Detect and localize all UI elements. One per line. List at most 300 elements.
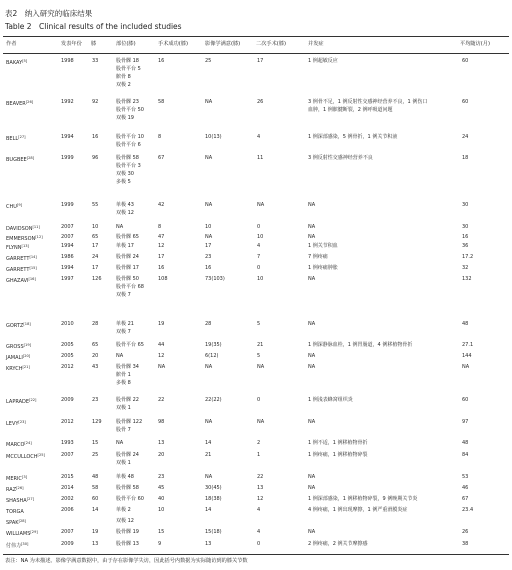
complication-line: NA (308, 321, 316, 327)
knees-cell: 13 (92, 541, 99, 547)
site-line: 单极 2 (116, 507, 131, 513)
knees-cell: 28 (92, 321, 99, 327)
site-line: 单极 48 (116, 474, 134, 480)
site-line: 股骨髁 13 (116, 541, 139, 547)
author-cell (6, 155, 34, 164)
complication-line: 1 例深部感染，5 例骨折，1 例关节积液 (308, 134, 398, 140)
complication-line: NA (308, 474, 316, 480)
site-line: 髌骨 1 (116, 372, 131, 378)
author-cell (6, 265, 37, 274)
site-line: 股骨髁 50 (116, 276, 139, 282)
site-line: 多极 8 (116, 380, 131, 386)
reoperation-cell: 7 (257, 254, 261, 260)
author-cell (6, 342, 31, 351)
site-line: 股骨平台 68 (116, 284, 144, 290)
site-line: 双极 19 (116, 115, 134, 121)
imaging-cell: 15(18) (205, 529, 222, 535)
reference-mark: [23] (18, 420, 26, 424)
site-line: NA (116, 353, 124, 359)
reoperation-cell: 12 (257, 496, 264, 502)
author-name: GARRETT (6, 256, 30, 262)
imaging-cell: NA (205, 234, 213, 240)
reoperation-cell: 0 (257, 397, 261, 403)
reference-mark: [16] (28, 277, 36, 281)
reference-mark: [24] (24, 441, 32, 445)
author-cell (6, 541, 28, 550)
reference-mark: [11] (32, 225, 40, 229)
complication-line: 1 例不适，1 例移植物骨折 (308, 440, 368, 446)
knees-cell: 65 (92, 342, 99, 348)
success-cell: 13 (158, 440, 165, 446)
author-name: MCCULLOCH (6, 454, 38, 460)
site-line: 双极 1 (116, 460, 131, 466)
year-cell: 2006 (61, 507, 74, 513)
followup-cell: 38 (462, 541, 469, 547)
header-sites: 部位(膝) (116, 41, 136, 47)
header-followup: 平均随访(月) (460, 41, 490, 47)
reference-mark: [20] (22, 354, 31, 358)
knees-cell: 43 (92, 364, 99, 370)
year-cell: 2005 (61, 342, 74, 348)
success-cell: 12 (158, 353, 165, 359)
reference-mark: [25] (37, 453, 45, 457)
followup-cell: 48 (462, 440, 469, 446)
success-cell: 17 (158, 254, 165, 260)
complication-line: 1 例疼痛，1 例移植物碎裂 (308, 452, 368, 458)
followup-cell: NA (462, 364, 470, 370)
year-cell: 1999 (61, 155, 74, 161)
author-cell (6, 243, 29, 252)
reference-mark: [19] (23, 343, 32, 347)
complication-line: 1 例关节积血 (308, 243, 338, 249)
author-cell (6, 224, 40, 233)
year-cell: 1998 (61, 58, 74, 64)
knees-cell: 126 (92, 276, 102, 282)
success-cell: 8 (158, 134, 162, 140)
reoperation-cell: 10 (257, 276, 264, 282)
reoperation-cell: 4 (257, 507, 261, 513)
author-cell (6, 397, 36, 406)
imaging-cell: 17 (205, 243, 212, 249)
complication-line: 1 例深静脉血栓，1 例胃肠道，4 例移植物骨折 (308, 342, 413, 348)
followup-cell: 97 (462, 419, 469, 425)
author-cell (6, 419, 26, 428)
author-cell (6, 58, 27, 67)
site-line: 股骨髁 58 (116, 485, 139, 491)
author-cell (6, 496, 34, 505)
complication-line: NA (308, 276, 316, 282)
reference-mark: [22] (29, 398, 37, 402)
author-name: 付伟力 (6, 543, 22, 549)
author-cell (6, 440, 32, 449)
author-name: LAPRADE (6, 399, 30, 405)
imaging-cell: 6(12) (205, 353, 219, 359)
author-cell (6, 321, 31, 330)
complication-line: NA (308, 353, 316, 359)
followup-cell: 23.4 (462, 507, 474, 513)
reference-mark: [27] (18, 135, 26, 139)
reference-mark: [26] (25, 100, 34, 104)
reference-mark: [21] (22, 365, 30, 369)
complication-line: NA (308, 364, 316, 370)
followup-cell: 84 (462, 452, 469, 458)
reference-mark: [26] (16, 486, 24, 490)
reoperation-cell: 0 (257, 224, 261, 230)
header-year: 发表年份 (61, 41, 82, 47)
year-cell: 1994 (61, 243, 74, 249)
knees-cell: 48 (92, 474, 99, 480)
followup-cell: 36 (462, 243, 469, 249)
success-cell: 16 (158, 265, 165, 271)
site-line: 股骨平台 10 (116, 134, 144, 140)
imaging-cell: 22(22) (205, 397, 222, 403)
author-name: CHU (6, 204, 17, 210)
reoperation-cell: 10 (257, 234, 264, 240)
complication-line: NA (308, 529, 316, 535)
author-name: MARCO (6, 442, 25, 448)
reoperation-cell: 22 (257, 474, 264, 480)
knees-cell: 25 (92, 452, 99, 458)
success-cell: NA (158, 364, 166, 370)
header-author: 作者 (6, 41, 17, 47)
year-cell: 2012 (61, 364, 74, 370)
author-name: BEAVER (6, 101, 26, 107)
author-name: BUGBEE (6, 157, 27, 163)
followup-cell: 46 (462, 485, 469, 491)
author-name: WILLIAMS (6, 531, 31, 537)
author-cell (6, 134, 26, 143)
site-line: 单极 43 (116, 202, 134, 208)
author-name: SPAK (6, 520, 19, 526)
success-cell: 9 (158, 541, 162, 547)
reoperation-cell: 26 (257, 99, 264, 105)
imaging-cell: 16 (205, 265, 212, 271)
success-cell: 23 (158, 474, 165, 480)
imaging-cell: 10(13) (205, 134, 222, 140)
success-cell: 20 (158, 452, 165, 458)
site-line: 双极 7 (116, 292, 131, 298)
reference-mark: [15] (29, 266, 37, 270)
complication-line: NA (308, 202, 316, 208)
imaging-cell: 30(45) (205, 485, 222, 491)
site-line: 双极 2 (116, 82, 131, 88)
author-name: BAKAY (6, 60, 23, 66)
knees-cell: 55 (92, 202, 99, 208)
site-line: 股骨 7 (116, 427, 131, 433)
year-cell: 1986 (61, 254, 74, 260)
complication-line: 1 例疼痛肿胀 (308, 265, 338, 271)
imaging-cell: NA (205, 474, 213, 480)
site-line: 股骨平台 6 (116, 142, 141, 148)
complication-line: NA (308, 485, 316, 491)
followup-cell: 132 (462, 276, 472, 282)
knees-cell: 23 (92, 397, 99, 403)
year-cell: 2009 (61, 397, 74, 403)
reference-mark: [28] (26, 156, 35, 160)
year-cell: 1994 (61, 134, 74, 140)
site-line: 双极 7 (116, 329, 131, 335)
table-footnote: 表注：NA 为未描述。影像学满意数据中，由于存在影像学失访，因此括号内数据为实际随访到的膝关节数 (5, 558, 248, 564)
site-line: 股骨髁 23 (116, 99, 139, 105)
reoperation-cell: NA (257, 364, 265, 370)
author-cell (6, 202, 22, 211)
author-name: JAMALI (6, 355, 23, 361)
header-imaging: 影像学满意(膝) (205, 41, 241, 47)
success-cell: 98 (158, 419, 165, 425)
reference-mark: [29] (30, 530, 38, 534)
author-name: GHAZAVI (6, 278, 29, 284)
imaging-cell: NA (205, 419, 213, 425)
site-line: 股骨髁 58 (116, 155, 139, 161)
reoperation-cell: 5 (257, 353, 261, 359)
followup-cell: 16 (462, 234, 469, 240)
knees-cell: 58 (92, 485, 99, 491)
success-cell: 8 (158, 224, 162, 230)
knees-cell: 96 (92, 155, 99, 161)
author-cell (6, 353, 30, 362)
author-name: GARRETT (6, 267, 30, 273)
imaging-cell: 73(103) (205, 276, 225, 282)
author-name: FLYNN (6, 245, 22, 251)
reference-mark: [9] (16, 203, 23, 207)
author-name: EMMERSON (6, 236, 36, 242)
year-cell: 2002 (61, 496, 74, 502)
reference-mark: [12] (35, 235, 43, 239)
imaging-cell: 21 (205, 452, 212, 458)
complication-line: 1 例浅表蜂窝组织炎 (308, 397, 353, 403)
author-name: GROSS (6, 344, 24, 350)
followup-cell: 30 (462, 202, 469, 208)
imaging-cell: 13 (205, 541, 212, 547)
author-name: KRYCH (6, 366, 23, 372)
reoperation-cell: 21 (257, 342, 264, 348)
author-name: MERIC (6, 476, 22, 482)
success-cell: 19 (158, 321, 165, 327)
year-cell: 1999 (61, 202, 74, 208)
imaging-cell: 10 (205, 224, 212, 230)
success-cell: 45 (158, 485, 165, 491)
author-cell (6, 507, 24, 516)
year-cell: 2009 (61, 541, 74, 547)
complication-line: 血肿，1 例髌腱断裂，2 例呼吸道问题 (308, 107, 393, 113)
author-cell (6, 452, 45, 461)
followup-cell: 24 (462, 134, 469, 140)
year-cell: 2015 (61, 474, 74, 480)
knees-cell: 60 (92, 496, 99, 502)
year-cell: 1993 (61, 440, 74, 446)
site-line: 股骨平台 5 (116, 66, 141, 72)
site-line: 股骨平台 60 (116, 496, 144, 502)
followup-cell: 18 (462, 155, 469, 161)
complication-line: 2 例疼痛，2 例关节摩擦感 (308, 541, 368, 547)
author-name: SHASHA (6, 498, 27, 504)
table-bottom-rule (3, 554, 509, 555)
imaging-cell: 19(35) (205, 342, 222, 348)
header-success: 手术成功(膝) (158, 41, 188, 47)
followup-cell: 53 (462, 474, 469, 480)
followup-cell: 32 (462, 265, 469, 271)
reference-mark: [3] (21, 475, 28, 479)
imaging-cell: NA (205, 202, 213, 208)
author-name: GORTZ (6, 323, 24, 329)
reoperation-cell: 11 (257, 155, 264, 161)
author-cell (6, 234, 43, 243)
site-line: 股骨平台 3 (116, 163, 141, 169)
success-cell: 22 (158, 397, 165, 403)
header-complications: 并发症 (308, 41, 324, 47)
imaging-cell: NA (205, 99, 213, 105)
site-line: 多极 5 (116, 179, 131, 185)
success-cell: 42 (158, 202, 165, 208)
knees-cell: 20 (92, 353, 99, 359)
followup-cell: 17.2 (462, 254, 474, 260)
year-cell: 2007 (61, 224, 74, 230)
complication-line: NA (308, 234, 316, 240)
followup-cell: 48 (462, 321, 469, 327)
followup-cell: 67 (462, 496, 469, 502)
year-cell: 2010 (61, 321, 74, 327)
knees-cell: 17 (92, 265, 99, 271)
complication-line: 3 例骨不足，1 例反射性交感神经营养不良，1 例伤口 (308, 99, 428, 105)
site-line: 股骨平台 50 (116, 107, 144, 113)
author-cell (6, 99, 33, 108)
header-knees: 膝 (91, 41, 97, 47)
site-line: 股骨髁 17 (116, 265, 139, 271)
year-cell: 1997 (61, 276, 74, 282)
imaging-cell: NA (205, 364, 213, 370)
reoperation-cell: 4 (257, 243, 261, 249)
site-line: 双极 12 (116, 518, 134, 524)
complication-line: NA (308, 419, 316, 425)
site-line: 股骨髁 19 (116, 529, 139, 535)
site-line: 单极 21 (116, 321, 134, 327)
reference-mark: [14] (29, 255, 37, 259)
site-line: NA (116, 440, 124, 446)
reference-mark: [13] (21, 244, 29, 248)
author-name: RAZ (6, 487, 17, 493)
complication-line: 4 例疼痛，1 例出现摩擦，1 例严重滑膜炎症 (308, 507, 408, 513)
knees-cell: 10 (92, 224, 99, 230)
site-line: 双极 30 (116, 171, 134, 177)
followup-cell: 30 (462, 224, 469, 230)
followup-cell: 60 (462, 99, 469, 105)
knees-cell: 65 (92, 234, 99, 240)
reoperation-cell: 1 (257, 452, 261, 458)
year-cell: 2007 (61, 234, 74, 240)
site-line: 股骨髁 122 (116, 419, 143, 425)
followup-cell: 60 (462, 397, 469, 403)
success-cell: 58 (158, 99, 165, 105)
knees-cell: 19 (92, 529, 99, 535)
complication-line: 7 例疼痛 (308, 254, 328, 260)
followup-cell: 144 (462, 353, 472, 359)
reference-mark: [30] (21, 542, 29, 546)
reoperation-cell: 2 (257, 440, 261, 446)
success-cell: 12 (158, 243, 165, 249)
success-cell: 47 (158, 234, 165, 240)
imaging-cell: 14 (205, 440, 212, 446)
site-line: 股骨髁 18 (116, 58, 139, 64)
imaging-cell: NA (205, 155, 213, 161)
year-cell: 1992 (61, 99, 74, 105)
reoperation-cell: 4 (257, 134, 261, 140)
reference-mark: [27] (26, 497, 35, 501)
success-cell: 40 (158, 496, 165, 502)
knees-cell: 17 (92, 243, 99, 249)
header-reoperation: 二次手术(膝) (256, 41, 286, 47)
followup-cell: 27.1 (462, 342, 474, 348)
site-line: 股骨髁 24 (116, 254, 139, 260)
reference-mark: [28] (18, 519, 26, 523)
table-caption-zh: 表2 纳入研究的临床结果 (5, 9, 93, 18)
author-name: TORGA (6, 509, 24, 515)
reoperation-cell: 0 (257, 541, 261, 547)
knees-cell: 129 (92, 419, 102, 425)
site-line: 单极 17 (116, 243, 134, 249)
site-line: 股骨平台 65 (116, 342, 144, 348)
reoperation-cell: NA (257, 419, 265, 425)
success-cell: 67 (158, 155, 165, 161)
imaging-cell: 18(38) (205, 496, 222, 502)
site-line: NA (116, 224, 124, 230)
year-cell: 1994 (61, 265, 74, 271)
knees-cell: 33 (92, 58, 99, 64)
year-cell: 2007 (61, 452, 74, 458)
complication-line: 3 例反射性交感神经营养不良 (308, 155, 373, 161)
year-cell: 2012 (61, 419, 74, 425)
success-cell: 108 (158, 276, 168, 282)
success-cell: 15 (158, 529, 165, 535)
site-line: 髌骨 8 (116, 74, 131, 80)
author-name: LEVY (6, 421, 19, 427)
site-line: 双极 12 (116, 210, 134, 216)
success-cell: 16 (158, 58, 165, 64)
author-cell (6, 254, 37, 263)
year-cell: 2005 (61, 353, 74, 359)
imaging-cell: 23 (205, 254, 212, 260)
reoperation-cell: 5 (257, 321, 261, 327)
complication-line: 1 例超敏反应 (308, 58, 338, 64)
imaging-cell: 28 (205, 321, 212, 327)
author-cell (6, 364, 30, 373)
knees-cell: 92 (92, 99, 99, 105)
knees-cell: 24 (92, 254, 99, 260)
complication-line: NA (308, 224, 316, 230)
imaging-cell: 14 (205, 507, 212, 513)
complication-line: 1 例深部感染，1 例移植物碎裂，9 例晚期关节炎 (308, 496, 418, 502)
reference-mark: [18] (23, 322, 31, 326)
author-name: BELL (6, 136, 19, 142)
year-cell: 2007 (61, 529, 74, 535)
success-cell: 10 (158, 507, 165, 513)
site-line: 股骨髁 24 (116, 452, 139, 458)
author-name: DAVIDSON (6, 226, 33, 232)
knees-cell: 15 (92, 440, 99, 446)
site-line: 股骨髁 65 (116, 234, 139, 240)
site-line: 双极 1 (116, 405, 131, 411)
reoperation-cell: 0 (257, 265, 261, 271)
reoperation-cell: 13 (257, 485, 264, 491)
reference-mark: [5] (22, 59, 28, 63)
site-line: 股骨髁 22 (116, 397, 139, 403)
knees-cell: 16 (92, 134, 99, 140)
reoperation-cell: NA (257, 202, 265, 208)
site-line: 股骨髁 34 (116, 364, 139, 370)
reoperation-cell: 4 (257, 529, 261, 535)
knees-cell: 14 (92, 507, 99, 513)
author-cell (6, 518, 26, 527)
year-cell: 2014 (61, 485, 74, 491)
